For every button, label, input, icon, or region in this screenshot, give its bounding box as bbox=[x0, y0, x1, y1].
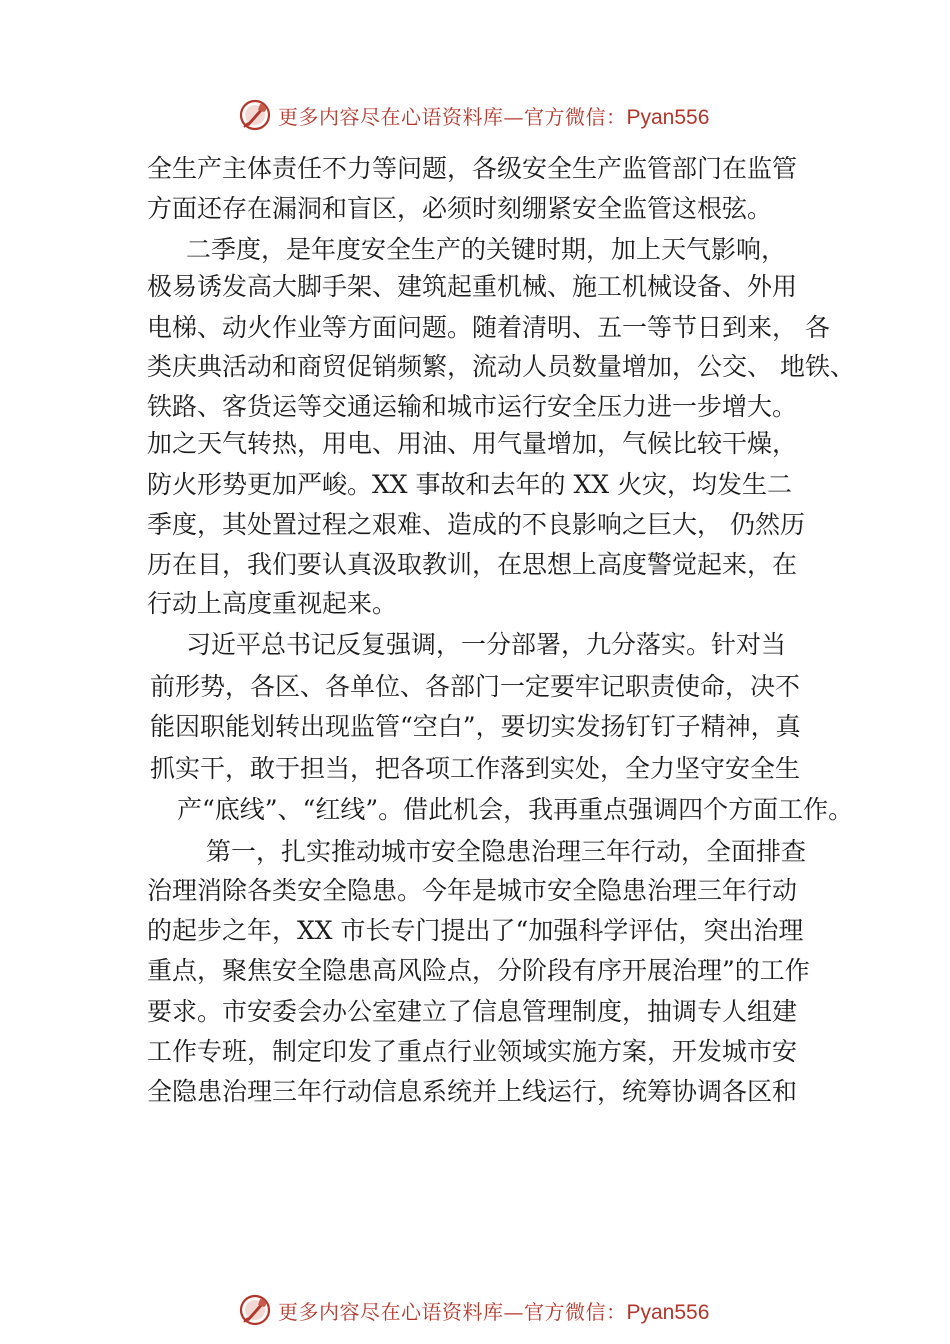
text-line: 历在目，我们要认真汲取教训，在思想上高度警觉起来，在 bbox=[147, 550, 798, 579]
header-banner-text: 更多内容尽在心语资料库—官方微信：Pyan556 bbox=[278, 104, 710, 129]
wechat-handle: Pyan556 bbox=[626, 1300, 710, 1324]
quill-pen-seal-icon bbox=[238, 98, 272, 132]
text-line: 能因职能划转出现监管“空白”，要切实发扬钉钉子精神，真 bbox=[150, 712, 801, 741]
text-line: 重点，聚焦安全隐患高风险点，分阶段有序开展治理”的工作 bbox=[147, 956, 810, 985]
paragraph-start-line: 二季度，是年度安全生产的关键时期，加上天气影响， bbox=[186, 235, 787, 264]
text-line: 加之天气转热，用电、用油、用气量增加，气候比较干燥， bbox=[147, 429, 798, 458]
wechat-handle: Pyan556 bbox=[626, 105, 710, 129]
text-line: 电梯、动火作业等方面问题。随着清明、五一等节日到来， 各 bbox=[147, 313, 830, 342]
quill-pen-seal-icon bbox=[238, 1293, 272, 1327]
text-line: 全隐患治理三年行动信息系统并上线运行，统筹协调各区和 bbox=[147, 1077, 798, 1106]
text-line: 极易诱发高大脚手架、建筑起重机械、施工机械设备、外用 bbox=[147, 272, 798, 301]
text-line: 防火形势更加严峻。XX 事故和去年的 XX 火灾，均发生二 bbox=[147, 470, 793, 499]
text-line: 季度，其处置过程之艰难、造成的不良影响之巨大， 仍然历 bbox=[147, 510, 805, 539]
paragraph-start-line: 第一，扎实推动城市安全隐患治理三年行动，全面排查 bbox=[206, 837, 807, 866]
text-line: 产“底线”、“红线”。借此机会，我再重点强调四个方面工作。 bbox=[177, 795, 854, 824]
text-line: 行动上高度重视起来。 bbox=[147, 589, 398, 618]
header-banner bbox=[0, 95, 950, 135]
text-line: 前形势，各区、各单位、各部门一定要牢记职责使命，决不 bbox=[150, 672, 801, 701]
footer-banner bbox=[0, 1290, 950, 1330]
footer-banner-text: 更多内容尽在心语资料库—官方微信：Pyan556 bbox=[278, 1299, 710, 1324]
text-line: 治理消除各类安全隐患。今年是城市安全隐患治理三年行动 bbox=[147, 876, 798, 905]
text-line: 类庆典活动和商贸促销频繁，流动人员数量增加，公交、 地铁、 bbox=[147, 352, 855, 381]
text-line: 方面还存在漏洞和盲区，必须时刻绷紧安全监管这根弦。 bbox=[147, 194, 773, 223]
text-line: 要求。市安委会办公室建立了信息管理制度，抽调专人组建 bbox=[147, 997, 798, 1026]
text-line: 铁路、客货运等交通运输和城市运行安全压力进一步增大。 bbox=[147, 392, 798, 421]
paragraph-start-line: 习近平总书记反复强调，一分部署，九分落实。针对当 bbox=[186, 630, 787, 659]
text-line: 全生产主体责任不力等问题，各级安全生产监管部门在监管 bbox=[147, 154, 798, 183]
text-line: 的起步之年，XX 市长专门提出了“加强科学评估，突出治理 bbox=[147, 916, 804, 945]
text-line: 工作专班，制定印发了重点行业领域实施方案，开发城市安 bbox=[147, 1037, 798, 1066]
text-line: 抓实干，敢于担当，把各项工作落到实处，全力坚守安全生 bbox=[150, 754, 801, 783]
